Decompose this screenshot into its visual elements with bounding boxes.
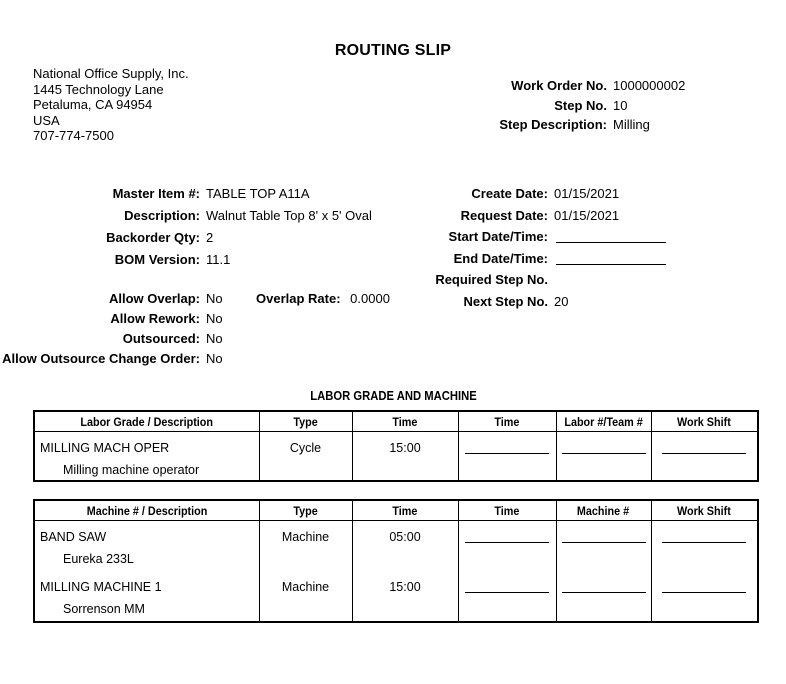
overlap-rate-value: 0.0000: [350, 291, 390, 306]
outsourced-value: No: [206, 331, 223, 346]
master-item-row: [0, 186, 372, 208]
labor-grade-name: MILLING MACH OPER: [40, 441, 170, 455]
blank-line: [465, 542, 549, 543]
blank-line: [562, 542, 646, 543]
bom-version-value: 11.1: [206, 252, 231, 267]
allow-rework-row: [0, 311, 223, 331]
start-datetime-label: Start Date/Time:: [448, 229, 548, 244]
create-date-row: [403, 186, 666, 208]
request-date-row: [403, 208, 666, 230]
allow-rework-label: Allow Rework:: [110, 311, 200, 326]
machine-work-shift-blank-cell: [651, 571, 758, 622]
blank-line: [562, 453, 646, 454]
master-item-label: Master Item #:: [112, 186, 200, 201]
allow-overlap-label: Allow Overlap:: [108, 291, 200, 306]
request-date-label: Request Date:: [460, 207, 548, 223]
bom-version-label: BOM Version:: [114, 252, 200, 267]
labor-header-description: Labor Grade / Description: [34, 411, 259, 432]
labor-grade-description: Milling machine operator: [63, 463, 200, 477]
allow-outsource-change-order-row: [0, 351, 223, 371]
step-number-value: 10: [613, 97, 628, 113]
section-title: LABOR GRADE AND MACHINE: [309, 389, 477, 403]
labor-table-row: [34, 432, 758, 482]
page-title: ROUTING SLIP: [334, 42, 452, 59]
description-value: Walnut Table Top 8' x 5' Oval: [206, 208, 372, 223]
next-step-value: 20: [554, 293, 569, 309]
overlap-rate-label: Overlap Rate:: [256, 291, 341, 306]
work-order-number-row: [437, 78, 685, 98]
labor-header-labor-team: Labor #/Team #: [556, 411, 651, 432]
master-item-value: TABLE TOP A11A: [206, 186, 310, 201]
labor-header-work-shift: Work Shift: [651, 411, 758, 432]
labor-header-time2: Time: [458, 411, 556, 432]
blank-line: [562, 592, 646, 593]
company-city: Petaluma, CA 94954: [33, 97, 153, 112]
next-step-row: [403, 294, 666, 316]
blank-line: [662, 542, 746, 543]
next-step-label: Next Step No.: [463, 293, 548, 309]
work-order-info: [437, 78, 685, 137]
machine-header-work-shift: Work Shift: [651, 500, 758, 521]
step-description-value: Milling: [613, 117, 650, 132]
blank-line: [662, 592, 746, 593]
company-street: 1445 Technology Lane: [33, 81, 164, 97]
master-item-info: [0, 186, 372, 274]
machine-time-cell: 05:00: [352, 521, 458, 572]
step-number-label: Step No.: [554, 97, 607, 113]
required-step-label: Required Step No.: [435, 272, 548, 287]
required-step-row: [403, 272, 666, 294]
dates-info: [403, 186, 666, 315]
routing-flags: [0, 291, 390, 371]
machine-time-blank-cell: [458, 571, 556, 622]
machine-number-blank-cell: [556, 521, 651, 572]
step-number-row: [437, 98, 685, 118]
end-datetime-blank-line: [556, 263, 666, 265]
description-label: Description:: [124, 208, 200, 223]
allow-overlap-value: No: [206, 291, 223, 306]
backorder-qty-label: Backorder Qty:: [106, 230, 200, 245]
machine-table-header-row: [34, 500, 758, 521]
blank-line: [662, 453, 746, 454]
blank-line: [465, 592, 549, 593]
machine-type-cell: Machine: [259, 521, 352, 572]
work-order-number-label: Work Order No.: [511, 78, 607, 93]
labor-time-cell: 15:00: [352, 432, 458, 482]
company-name: National Office Supply, Inc.: [33, 66, 189, 81]
allow-outsource-change-order-value: No: [206, 351, 223, 366]
machine-header-time1: Time: [352, 500, 458, 521]
machine-description-cell: [34, 521, 259, 572]
create-date-value: 01/15/2021: [554, 186, 620, 201]
labor-description-cell: [34, 432, 259, 482]
bom-version-row: [0, 252, 372, 274]
company-address-block: [33, 66, 189, 144]
machine-number-blank-cell: [556, 571, 651, 622]
labor-header-time1: Time: [352, 411, 458, 432]
labor-time-blank-cell: [458, 432, 556, 482]
machine-table-row: [34, 521, 758, 572]
labor-work-shift-blank-cell: [651, 432, 758, 482]
create-date-label: Create Date:: [471, 186, 548, 201]
step-description-label: Step Description:: [499, 117, 607, 132]
labor-header-type: Type: [259, 411, 352, 432]
end-datetime-row: [403, 251, 666, 273]
machine-table-row: [34, 571, 758, 622]
machine-name: MILLING MACHINE 1: [40, 580, 162, 594]
outsourced-row: [0, 331, 223, 351]
outsourced-label: Outsourced:: [122, 331, 200, 346]
company-country: USA: [33, 112, 60, 128]
step-description-row: [437, 117, 685, 137]
machine-work-shift-blank-cell: [651, 521, 758, 572]
overlap-rate: [256, 291, 390, 306]
machine-header-description: Machine # / Description: [34, 500, 259, 521]
machine-description: Sorrenson MM: [63, 602, 145, 616]
backorder-qty-row: [0, 230, 372, 252]
start-datetime-blank-line: [556, 241, 666, 243]
allow-overlap-row: [0, 291, 390, 311]
allow-rework-value: No: [206, 311, 223, 326]
backorder-qty-value: 2: [206, 230, 214, 245]
machine-description: Eureka 233L: [63, 552, 134, 566]
machine-description-cell: [34, 571, 259, 622]
labor-team-blank-cell: [556, 432, 651, 482]
start-datetime-row: [403, 229, 666, 251]
machine-type-cell: Machine: [259, 571, 352, 622]
blank-line: [465, 453, 549, 454]
machine-time-blank-cell: [458, 521, 556, 572]
machine-time-cell: 15:00: [352, 571, 458, 622]
machine-header-type: Type: [259, 500, 352, 521]
machine-name: BAND SAW: [40, 530, 107, 544]
allow-outsource-change-order-label: Allow Outsource Change Order:: [2, 351, 200, 366]
machine-header-machine-number: Machine #: [556, 500, 651, 521]
machine-header-time2: Time: [458, 500, 556, 521]
end-datetime-label: End Date/Time:: [453, 250, 548, 266]
request-date-value: 01/15/2021: [554, 207, 620, 223]
labor-grade-table: [33, 410, 759, 482]
labor-type-cell: Cycle: [259, 432, 352, 482]
company-phone: 707-774-7500: [33, 128, 114, 143]
work-order-number-value: 1000000002: [613, 78, 686, 93]
machine-table: [33, 499, 759, 623]
labor-table-header-row: [34, 411, 758, 432]
description-row: [0, 208, 372, 230]
